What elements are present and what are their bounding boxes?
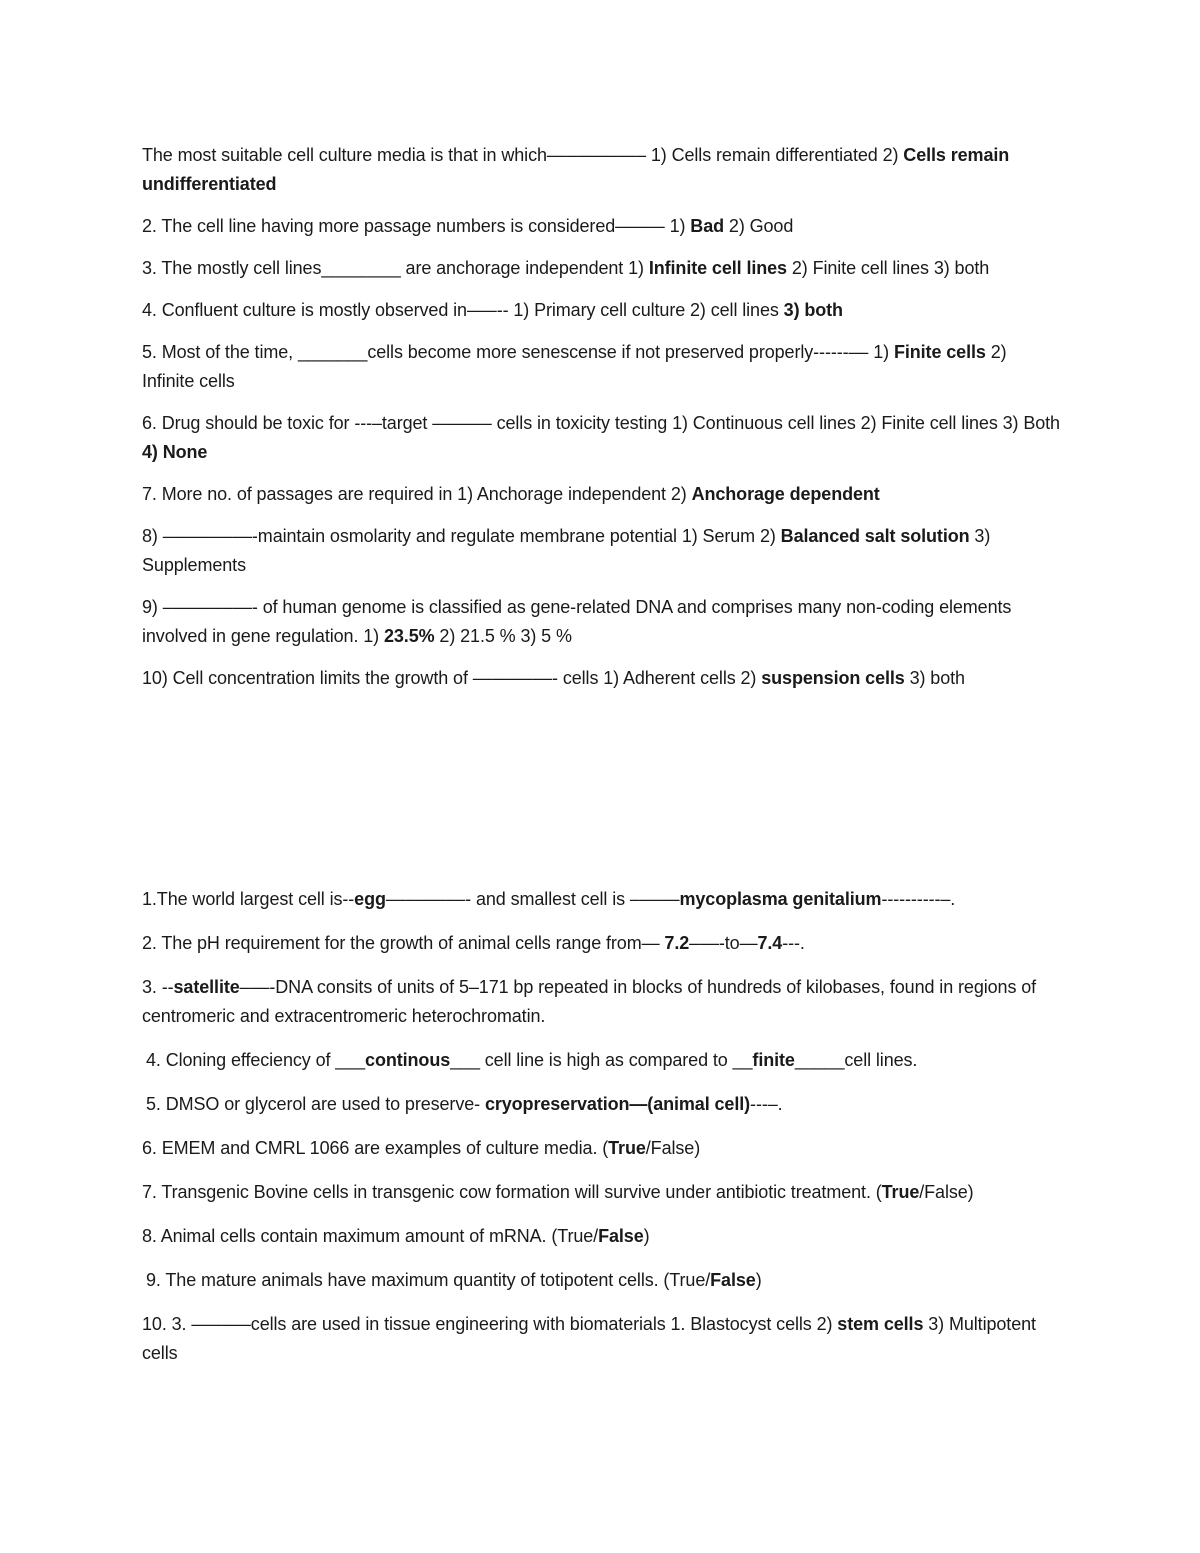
question-item: [142, 254, 1062, 283]
answer-text: Bad: [690, 216, 725, 236]
question-item: [142, 973, 1062, 1031]
answer-text: False: [598, 1226, 644, 1246]
question-text: ----------–.: [881, 889, 956, 909]
question-text: 2) Finite cell lines 3) both: [786, 258, 990, 278]
answer-text: True: [608, 1138, 646, 1158]
question-item: [142, 212, 1062, 241]
question-text: 2) 21.5 % 3) 5 %: [434, 626, 572, 646]
answer-text: cryopreservation—(animal cell): [484, 1094, 751, 1114]
question-text: ): [755, 1270, 762, 1290]
answer-text: Infinite cell lines: [648, 258, 787, 278]
answer-text: mycoplasma genitalium: [679, 889, 882, 909]
answer-text: 23.5%: [383, 626, 435, 646]
answer-text: 4) None: [142, 442, 208, 462]
question-item: [142, 409, 1062, 467]
answer-text: 7.2: [664, 933, 690, 953]
answer-text: True: [881, 1182, 920, 1202]
question-text: 7. More no. of passages are required in 1) Anchorage independent 2): [142, 484, 692, 504]
answer-text: Balanced salt solution: [780, 526, 970, 546]
question-text: 8) –––––––––-maintain osmolarity and regulate membrane potential 1) Serum 2): [142, 526, 781, 546]
question-item: [142, 1178, 1062, 1207]
question-text: ___ cell line is high as compared to __: [450, 1050, 753, 1070]
question-text: 3) Supplements: [142, 526, 991, 575]
question-text: /False): [919, 1182, 974, 1202]
question-item: [142, 929, 1062, 958]
question-text: 10. 3. ––––––cells are used in tissue engineering with biomaterials 1. Blastocyst cells 2): [142, 1314, 838, 1334]
question-text: 5. Most of the time, _______cells become more senescense if not preserved properly------–– 1): [142, 342, 894, 362]
answer-text: finite: [752, 1050, 795, 1070]
question-text: 2) Infinite cells: [142, 342, 1007, 391]
question-text: _____cell lines.: [794, 1050, 918, 1070]
question-item: [142, 522, 1062, 580]
question-text: 6. EMEM and CMRL 1066 are examples of culture media. (: [142, 1138, 609, 1158]
answer-text: suspension cells: [761, 668, 905, 688]
question-text: 10) Cell concentration limits the growth of ––––––––- cells 1) Adherent cells 2): [142, 668, 762, 688]
answer-text: continous: [365, 1050, 451, 1070]
question-text: 3. --: [142, 977, 174, 997]
question-text: 1.The world largest cell is--: [142, 889, 355, 909]
question-item: [142, 296, 1062, 325]
question-text: 2) Good: [724, 216, 794, 236]
question-text: 5. DMSO or glycerol are used to preserve-: [146, 1094, 485, 1114]
question-text: –––-to—: [689, 933, 758, 953]
question-item: [142, 141, 1062, 199]
answer-text: 7.4: [757, 933, 783, 953]
answer-text: satellite: [173, 977, 240, 997]
question-text: ---.: [782, 933, 805, 953]
question-text: 3) both: [904, 668, 965, 688]
question-text: 3. The mostly cell lines________ are anchorage independent 1): [142, 258, 649, 278]
question-text: 7. Transgenic Bovine cells in transgenic cow formation will survive under antibiotic treatment. (: [142, 1182, 882, 1202]
question-item: [142, 480, 1062, 509]
answer-text: Anchorage dependent: [691, 484, 880, 504]
question-text: 9. The mature animals have maximum quantity of totipotent cells. (True/: [146, 1270, 711, 1290]
question-text: –––-DNA consits of units of 5–171 bp repeated in blocks of hundreds of kilobases, found in regions of centromeric and extracentromeric heterochromatin.: [142, 977, 1037, 1026]
answer-text: Finite cells: [893, 342, 986, 362]
answer-text: Cells remain undifferentiated: [142, 145, 1010, 194]
question-text: /False): [645, 1138, 701, 1158]
question-text: 6. Drug should be toxic for ---–target –––––– cells in toxicity testing 1) Continuous cell lines 2) Finite cell lines 3) Both: [142, 413, 1060, 433]
question-section-mcq: [142, 141, 1062, 706]
answer-text: egg: [354, 889, 386, 909]
question-item: [142, 1222, 1062, 1251]
question-text: 8. Animal cells contain maximum amount of mRNA. (True/: [142, 1226, 599, 1246]
question-text: 3) Multipotent cells: [142, 1314, 1036, 1363]
question-text: ---–.: [750, 1094, 783, 1114]
answer-text: False: [710, 1270, 756, 1290]
answer-text: 3) both: [783, 300, 843, 320]
question-text: The most suitable cell culture media is that in which–––––––––– 1) Cells remain differentiated 2): [142, 145, 904, 165]
question-text: 2. The pH requirement for the growth of animal cells range from—: [142, 933, 665, 953]
question-text: 4. Confluent culture is mostly observed in–––-- 1) Primary cell culture 2) cell lines: [142, 300, 784, 320]
question-item: [142, 664, 1062, 693]
question-item: [142, 1090, 1062, 1119]
answer-text: stem cells: [837, 1314, 924, 1334]
question-item: [142, 593, 1062, 651]
question-item: [142, 1134, 1062, 1163]
question-section-fill-in: [142, 885, 1062, 1383]
question-text: 2. The cell line having more passage numbers is considered––––– 1): [142, 216, 691, 236]
question-item: [142, 338, 1062, 396]
question-item: [142, 1266, 1062, 1295]
question-text: 9) –––––––––- of human genome is classified as gene-related DNA and comprises many non-coding elements involved in gene regulation. 1): [142, 597, 1012, 646]
question-item: [142, 885, 1062, 914]
question-text: ): [643, 1226, 650, 1246]
question-item: [142, 1310, 1062, 1368]
question-text: ––––––––- and smallest cell is –––––: [385, 889, 680, 909]
question-item: [142, 1046, 1062, 1075]
question-text: 4. Cloning effeciency of ___: [146, 1050, 366, 1070]
